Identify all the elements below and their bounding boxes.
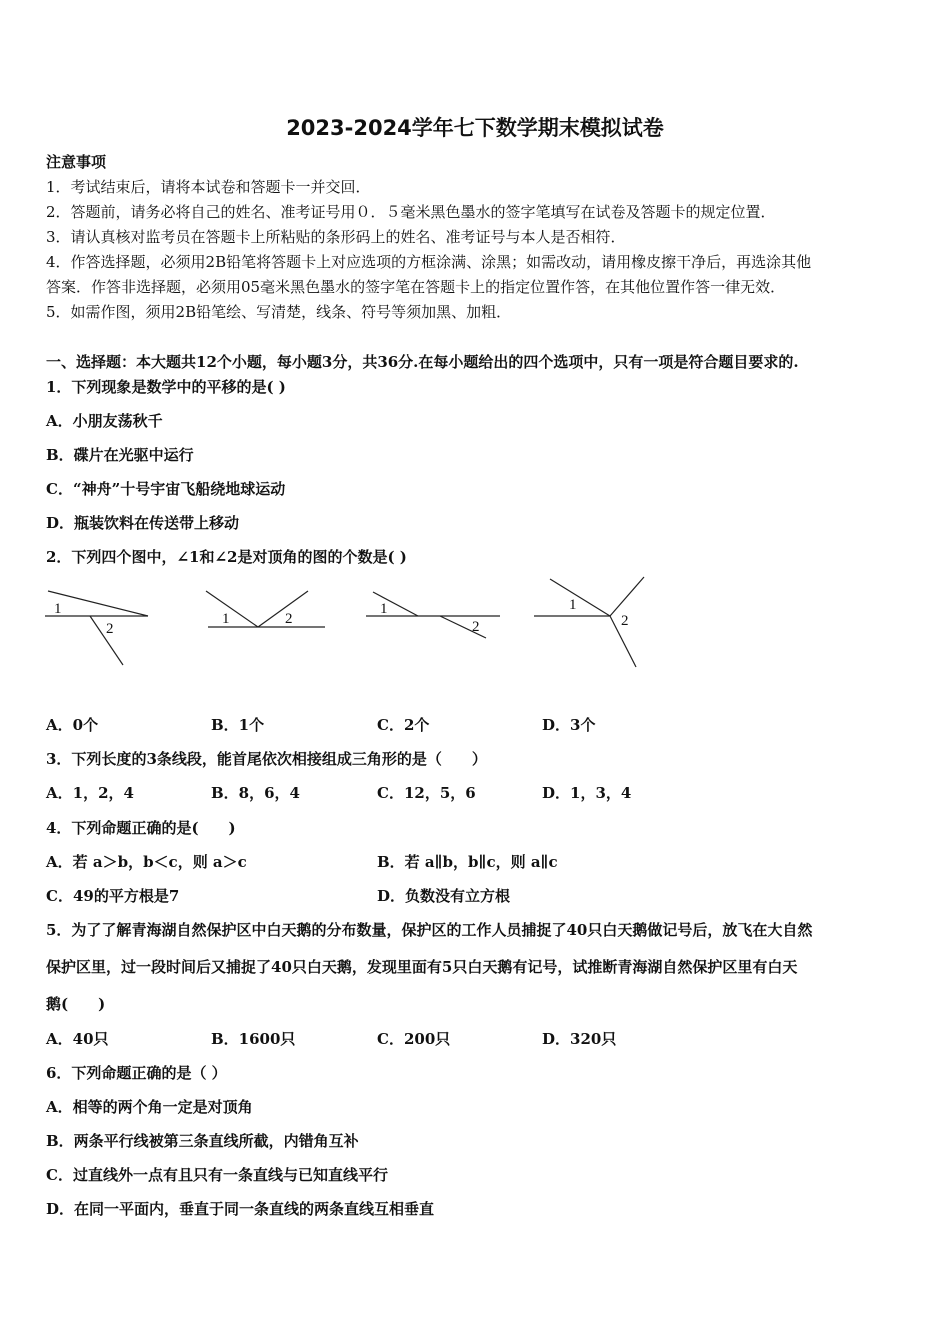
fig3-label-2: 2 xyxy=(472,619,480,635)
question-5-option-a: A．40只 xyxy=(46,1030,109,1048)
question-4-stem: 4．下列命题正确的是( ) xyxy=(46,819,236,837)
question-5-option-d: D．320只 xyxy=(542,1030,617,1048)
question-6-option-d: D．在同一平面内，垂直于同一条直线的两条直线互相垂直 xyxy=(46,1200,435,1218)
question-6-option-b: B．两条平行线被第三条直线所截，内错角互补 xyxy=(46,1132,359,1150)
question-1-stem: 1．下列现象是数学中的平移的是( ) xyxy=(46,378,286,396)
figure-1 xyxy=(45,591,148,665)
notice-item: 4．作答选择题，必须用2B铅笔将答题卡上对应选项的方框涂满、涂黑；如需改动，请用橡皮擦干净后，再选涂其他 xyxy=(46,253,812,271)
question-3-option-c: C．12，5，6 xyxy=(377,784,476,802)
question-6-option-c: C．过直线外一点有且只有一条直线与已知直线平行 xyxy=(46,1166,388,1184)
fig4-ray-upper-left xyxy=(550,579,610,616)
question-2-figures xyxy=(40,575,660,675)
fig3-label-1: 1 xyxy=(380,601,388,617)
figure-3 xyxy=(366,592,500,638)
question-3-option-d: D．1，3，4 xyxy=(542,784,632,802)
question-2-option-c: C．2个 xyxy=(377,716,430,734)
question-3-stem: 3．下列长度的3条线段，能首尾依次相接组成三角形的是（ ） xyxy=(46,750,487,768)
question-1-option-d: D．瓶装饮料在传送带上移动 xyxy=(46,514,240,532)
question-4-option-d: D．负数没有立方根 xyxy=(377,887,511,905)
question-1-option-c: C．“神舟”十号宇宙飞船绕地球运动 xyxy=(46,480,286,498)
notice-heading: 注意事项 xyxy=(46,153,107,171)
fig2-ray-right xyxy=(258,591,308,627)
fig4-ray-upper-right xyxy=(610,577,644,616)
question-4-option-c: C．49的平方根是7 xyxy=(46,887,180,905)
question-4-option-b: B．若 a∥b，b∥c，则 a∥c xyxy=(377,853,558,871)
notice-item: 1．考试结束后，请将本试卷和答题卡一并交回． xyxy=(46,178,371,196)
question-3-option-a: A．1，2，4 xyxy=(46,784,134,802)
question-1-option-b: B．碟片在光驱中运行 xyxy=(46,446,194,464)
question-6-option-a: A．相等的两个角一定是对顶角 xyxy=(46,1098,253,1116)
notice-item: 3．请认真核对监考员在答题卡上所粘贴的条形码上的姓名、准考证号与本人是否相符． xyxy=(46,228,626,246)
fig2-label-2: 2 xyxy=(285,611,293,627)
question-2-option-b: B．1个 xyxy=(211,716,265,734)
fig2-ray-left xyxy=(206,591,258,627)
figure-4 xyxy=(534,577,644,667)
fig2-label-1: 1 xyxy=(222,611,230,627)
notice-item: 2．答题前，请务必将自己的姓名、准考证号用０．５毫米黑色墨水的签字笔填写在试卷及答题卡的规定位置． xyxy=(46,203,776,221)
fig4-label-1: 1 xyxy=(569,597,577,613)
notice-item: 答案．作答非选择题，必须用05毫米黑色墨水的签字笔在答题卡上的指定位置作答，在其他位置作答一律无效． xyxy=(46,278,786,296)
page-title: 2023-2024学年七下数学期末模拟试卷 xyxy=(286,116,664,140)
fig1-ray xyxy=(48,591,148,616)
question-2-option-a: A．0个 xyxy=(46,716,99,734)
notice-item: 5．如需作图，须用2B铅笔绘、写清楚，线条、符号等须加黑、加粗． xyxy=(46,303,512,321)
question-5-stem-line-1: 5．为了了解青海湖自然保护区中白天鹅的分布数量，保护区的工作人员捕捉了40只白天鹅做记号后，放飞在大自然 xyxy=(46,921,813,939)
question-6-stem: 6．下列命题正确的是（ ） xyxy=(46,1064,227,1082)
question-2-option-d: D．3个 xyxy=(542,716,596,734)
question-5-stem-line-2: 保护区里，过一段时间后又捕捉了40只白天鹅，发现里面有5只白天鹅有记号，试推断青海湖自然保护区里有白天 xyxy=(46,958,798,976)
question-5-stem-line-3: 鹅( ) xyxy=(46,995,106,1013)
question-4-option-a: A．若 a＞b，b＜c，则 a＞c xyxy=(46,853,247,871)
section-heading: 一、选择题：本大题共12个小题，每小题3分，共36分.在每小题给出的四个选项中，只有一项是符合题目要求的. xyxy=(46,353,799,371)
fig4-label-2: 2 xyxy=(621,613,629,629)
question-1-option-a: A．小朋友荡秋千 xyxy=(46,412,163,430)
question-5-option-b: B．1600只 xyxy=(211,1030,296,1048)
fig1-label-2: 2 xyxy=(106,621,114,637)
question-5-option-c: C．200只 xyxy=(377,1030,451,1048)
question-3-option-b: B．8，6，4 xyxy=(211,784,300,802)
figure-2 xyxy=(206,591,325,627)
question-2-stem: 2．下列四个图中，∠1和∠2是对顶角的图的个数是( ) xyxy=(46,548,407,566)
fig1-label-1: 1 xyxy=(54,601,62,617)
